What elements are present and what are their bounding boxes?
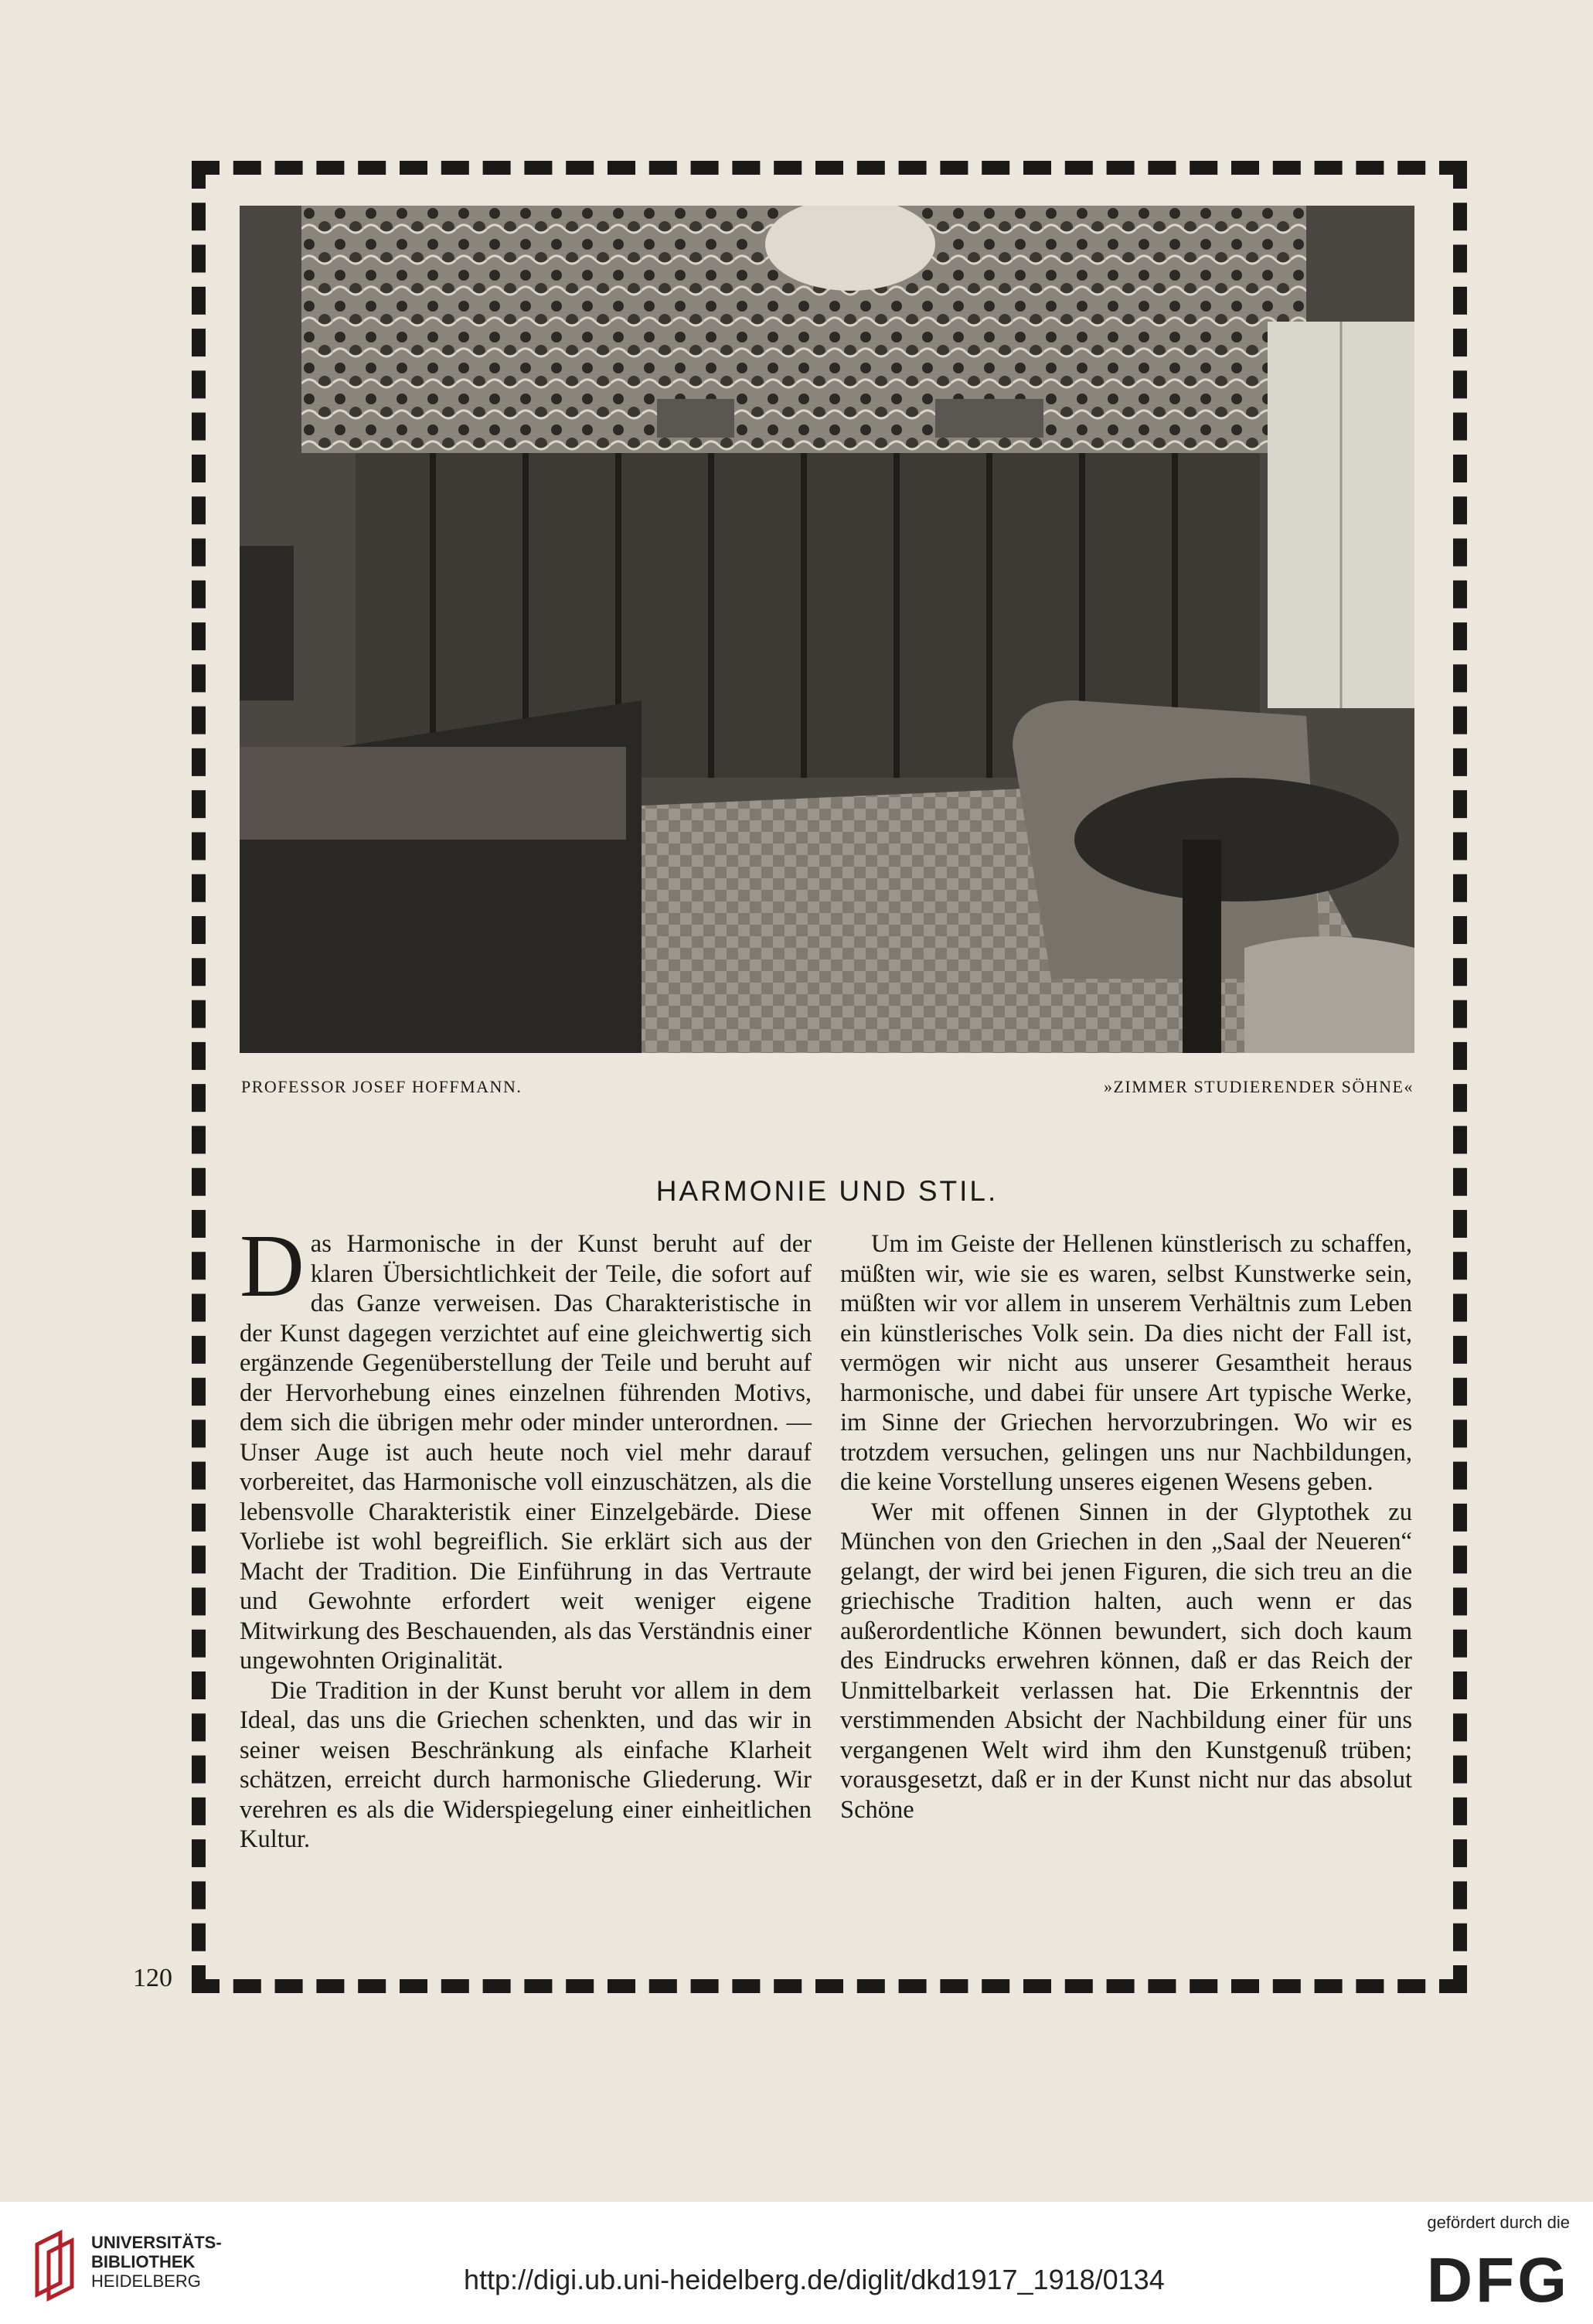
article-right-column [840, 1229, 1412, 1825]
photo-caption-credit: PROFESSOR JOSEF HOFFMANN. [241, 1077, 522, 1096]
article-paragraph: Wer mit offenen Sinnen in der Glyptothek zu München von den Griechen in den „Saal der Neueren“ gelangt, der wird bei jenen Figuren, die sich treu an die griechische Tradition halten, auch wenn er das außerordentliche Können bewundert, sich doch kaum des Eindrucks erwehren können, daß er das Reich der Unmittelbarkeit verlassen hat. Die Erkenntnis der verstimmenden Absicht der Nachbildung einer für uns vergangenen Welt wird ihm den Kunstgenuß trüben; vorausgesetzt, daß er in der Kunst nicht nur das absolut Schöne [840, 1498, 1412, 1824]
article-paragraph: Um im Geiste der Hellenen künstlerisch zu schaffen, müßten wir, wie sie es waren, selbst Kunstwerke sein, müßten wir vor allem in unserem Verhältnis zum Leben ein künstlerisches Volk sein. Da dies nicht der Fall ist, vermögen wir nicht aus unserer Gesamtheit heraus harmonische, und dabei für unsere Art typische Werke, im Sinne der Griechen hervorzubringen. Wo wir es trotzdem versuchen, gelingen uns nur Nachbildungen, die keine Vorstellung unseres eigenen Wesens geben. [840, 1230, 1412, 1496]
library-name [91, 2233, 222, 2291]
drop-cap: D [240, 1217, 305, 1316]
footer-bar [0, 2202, 1593, 2324]
photo-caption-title: »ZIMMER STUDIERENDER SÖHNE« [1103, 1077, 1414, 1096]
library-name-line1: UNIVERSITÄTS- [91, 2233, 222, 2252]
dfg-logo: DFG [1426, 2245, 1570, 2315]
library-name-line2: BIBLIOTHEK [91, 2252, 196, 2271]
source-url-link[interactable]: http://digi.ub.uni-heidelberg.de/diglit/dkd1917_1918/0134 [464, 2264, 1165, 2295]
paragraph-text: as Harmonische in der Kunst beruht auf der klaren Übersichtlichkeit der Teile, die sofort auf das Ganze verweisen. Das Charakteristische in der Kunst dagegen verzichtet auf eine gleichwertig sich ergänzende Gegenüberstellung der Teile und beruht auf der Hervorhebung eines einzelnen führenden Motivs, dem sich die übrigen mehr oder minder unterordnen. — Unser Auge ist auch heute noch viel mehr darauf vorbereitet, das Harmonische voll einzuschätzen, als die lebensvolle Charakteristik einer Einzelgebärde. Diese Vorliebe ist wohl begreiflich. Sie erklärt sich aus der Macht der Tradition. Die Einführung in das Vertraute und Gewohnte erfordert weit weniger eigene Mitwirkung des Beschauenden, als das Verständnis einer ungewohnten Originalität. [240, 1230, 812, 1675]
page-number: 120 [133, 1964, 172, 1992]
library-name-line3: HEIDELBERG [91, 2271, 201, 2291]
article-title: HARMONIE UND STIL. [655, 1175, 999, 1207]
article-paragraph [240, 1217, 812, 1676]
article-paragraph: Die Tradition in der Kunst beruht vor allem in dem Ideal, das uns die Griechen schenkten, und das wir in seiner weisen Beschränkung als einfache Klarheit schätzen, erreicht durch harmonische Gliederung. Wir verehren es als die Widerspiegelung einer einheitlichen Kultur. [240, 1676, 812, 1853]
article-left-column [240, 1217, 812, 1855]
library-logo-icon [29, 2225, 83, 2302]
sponsor-label: gefördert durch die [1427, 2213, 1570, 2232]
interior-photograph [240, 206, 1414, 1053]
